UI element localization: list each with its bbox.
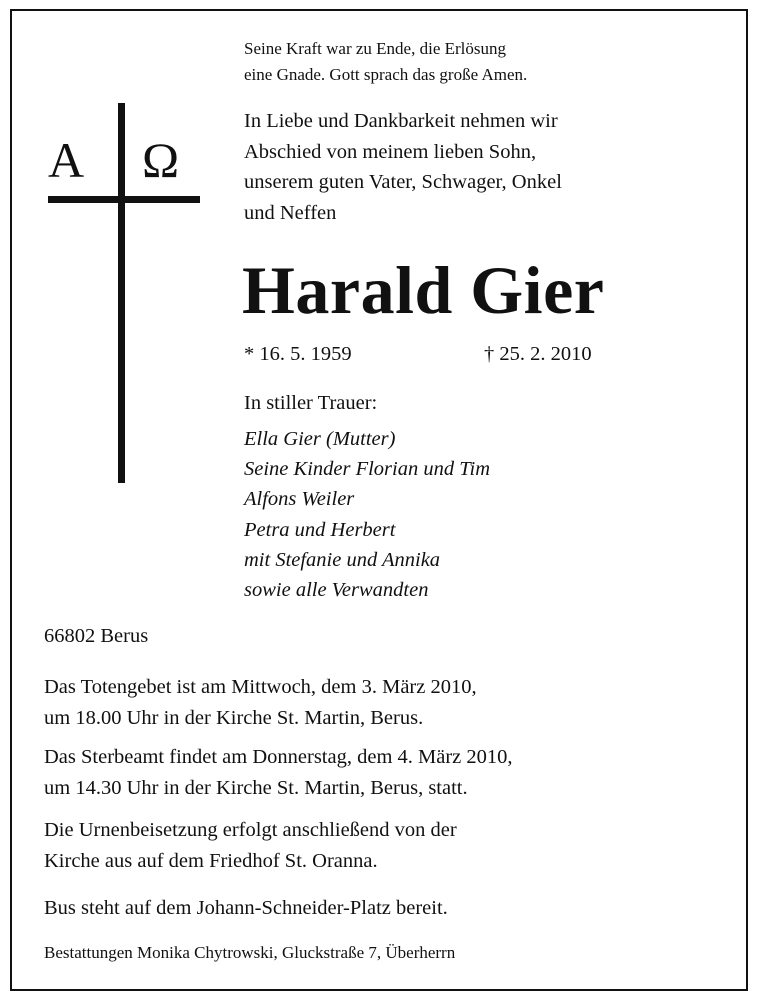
mourners-list — [244, 424, 490, 605]
burial-notice: Die Urnenbeisetzung erfolgt anschließend von der Kirche aus auf dem Friedhof St. Oranna. — [44, 819, 457, 872]
mourner-item: sowie alle Verwandten — [244, 579, 429, 602]
mourner-item: Alfons Weiler — [244, 488, 355, 511]
prayer-notice: Das Totengebet ist am Mittwoch, dem 3. März 2010, um 18.00 Uhr in der Kirche St. Martin, Berus. — [44, 676, 477, 729]
bus-notice: Bus steht auf dem Johann-Schneider-Platz bereit. — [44, 897, 448, 919]
deceased-name: Harald Gier — [242, 252, 605, 328]
requiem-notice: Das Sterbeamt findet am Donnerstag, dem 4. März 2010, um 14.30 Uhr in der Kirche St. Martin, Berus, statt. — [44, 746, 513, 799]
cross-bar — [48, 196, 200, 203]
alpha-symbol: A — [48, 132, 85, 188]
verse-quote: Seine Kraft war zu Ende, die Erlösung eine Gnade. Gott sprach das große Amen. — [244, 39, 528, 84]
intro-text: In Liebe und Dankbarkeit nehmen wir Abschied von meinem lieben Sohn, unserem guten Vater, Schwager, Onkel und Neffen — [244, 110, 562, 224]
mourner-item: Ella Gier (Mutter) — [244, 428, 396, 450]
omega-symbol: Ω — [142, 132, 180, 188]
latin-cross-icon — [118, 103, 125, 483]
death-date: † 25. 2. 2010 — [484, 343, 592, 365]
mourning-heading: In stiller Trauer: — [244, 392, 378, 414]
mourner-item: Petra und Herbert — [244, 518, 396, 541]
location: 66802 Berus — [44, 625, 149, 647]
mourner-item: mit Stefanie und Annika — [244, 548, 441, 571]
mourner-item: Seine Kinder Florian und Tim — [244, 458, 490, 481]
funeral-home-footer: Bestattungen Monika Chytrowski, Gluckstraße 7, Überherrn — [44, 943, 456, 962]
birth-date: * 16. 5. 1959 — [244, 343, 352, 365]
